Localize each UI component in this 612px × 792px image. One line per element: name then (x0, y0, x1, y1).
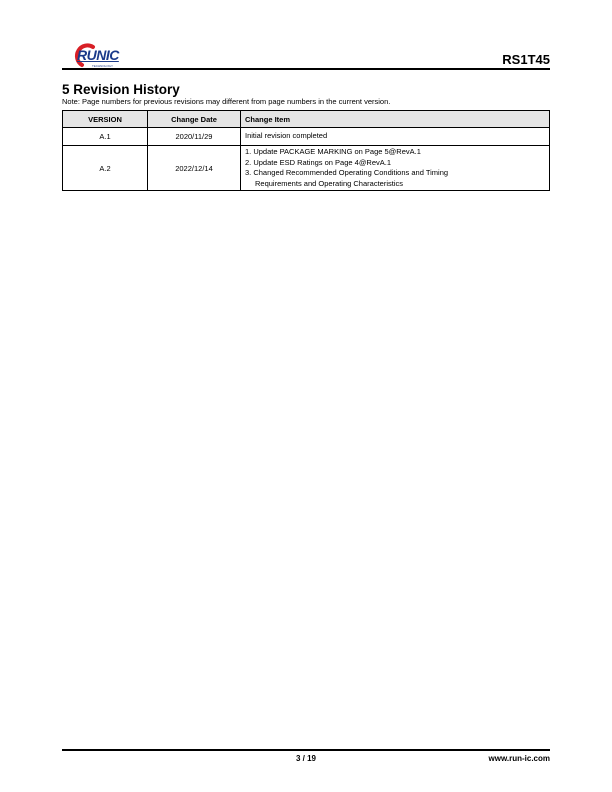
change-item-line: 1. Update PACKAGE MARKING on Page 5@RevA.1 (245, 147, 421, 156)
table-header-row (63, 111, 550, 128)
version-cell: A.1 (63, 128, 148, 146)
change-item-line: 3. Changed Recommended Operating Conditions and Timing (245, 168, 449, 177)
website-link[interactable]: www.run-ic.com (488, 754, 550, 763)
change-item-line: 2. Update ESD Ratings on Page 4@RevA.1 (245, 157, 392, 167)
logo-tagline: TECHNOLOGY (92, 64, 114, 68)
page-number: 3 / 19 (295, 754, 316, 763)
col-header-item: Change Item (241, 111, 550, 128)
header-rule (62, 68, 550, 70)
table-row (63, 146, 550, 191)
footer-rule (62, 749, 550, 751)
change-item-line: Requirements and Operating Characteristics (255, 178, 403, 188)
logo-text: RUNIC (77, 47, 119, 63)
part-number: RS1T45 (502, 52, 550, 67)
col-header-version: VERSION (63, 111, 148, 128)
runic-logo (66, 38, 146, 68)
date-cell: 2022/12/14 (148, 146, 241, 191)
date-cell: 2020/11/29 (148, 128, 241, 146)
col-header-date: Change Date (148, 111, 241, 128)
revision-table (62, 110, 550, 191)
section-title: 5 Revision History (62, 82, 180, 97)
revision-note: Note: Page numbers for previous revisions may different from page numbers in the current version. (62, 97, 391, 106)
change-item-cell (241, 146, 550, 191)
table-row (63, 128, 550, 146)
change-item-line: Initial revision completed (245, 131, 328, 141)
version-cell: A.2 (63, 146, 148, 191)
change-item-cell (241, 128, 550, 146)
page-header (62, 38, 550, 68)
